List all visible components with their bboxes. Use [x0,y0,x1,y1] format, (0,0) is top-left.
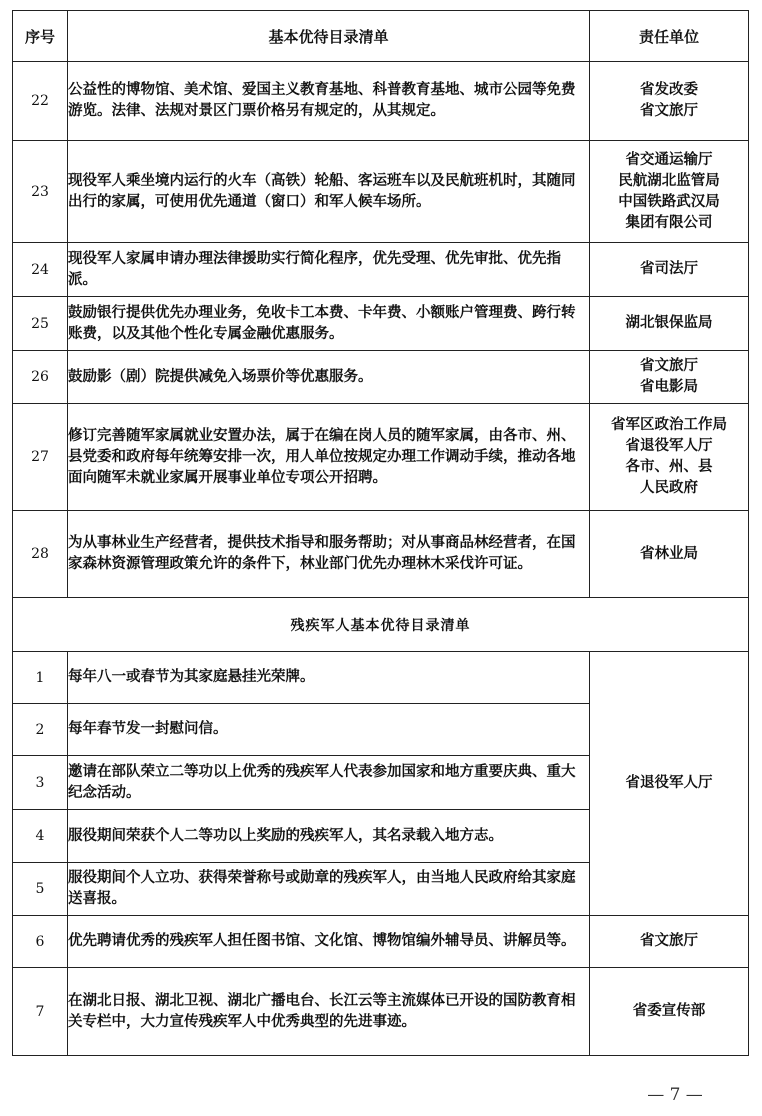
row-content: 鼓励影（剧）院提供减免入场票价等优惠服务。 [68,351,590,404]
row-content: 服役期间荣获个人二等功以上奖励的残疾军人，其名录载入地方志。 [68,810,590,863]
table-row [13,511,749,598]
table-header-row [13,11,749,62]
row-content: 优先聘请优秀的残疾军人担任图书馆、文化馆、博物馆编外辅导员、讲解员等。 [68,916,590,968]
row-content: 鼓励银行提供优先办理业务，免收卡工本费、卡年费、小额账户管理费、跨行转账费，以及其他个性化专属金融优惠服务。 [68,297,590,351]
row-unit [590,243,749,297]
table-row [13,297,749,351]
unit-line: 省司法厅 [640,261,698,277]
row-unit [590,141,749,243]
unit-line: 湖北银保监局 [625,315,713,331]
row-unit [590,297,749,351]
row-content: 每年春节发一封慰问信。 [68,704,590,756]
row-unit: 省委宣传部 [590,968,749,1056]
row-number: 3 [13,756,68,810]
row-content: 邀请在部队荣立二等功以上优秀的残疾军人代表参加国家和地方重要庆典、重大纪念活动。 [68,756,590,810]
table-row [13,404,749,511]
unit-line: 省电影局 [640,379,698,395]
row-number: 24 [13,243,68,297]
row-number: 28 [13,511,68,598]
row-number: 4 [13,810,68,863]
unit-line: 各市、州、县 [625,459,713,475]
row-number: 23 [13,141,68,243]
row-unit [590,62,749,141]
row-number: 25 [13,297,68,351]
group-unit: 省退役军人厅 [590,652,749,916]
unit-line: 集团有限公司 [625,214,713,231]
unit-line: 民航湖北监管局 [618,172,720,189]
row-content: 现役军人乘坐境内运行的火车（高铁）轮船、客运班车以及民航班机时，其随同出行的家属，可使用优先通道（窗口）和军人候车场所。 [68,141,590,243]
table-row [13,243,749,297]
row-content: 修订完善随军家属就业安置办法，属于在编在岗人员的随军家属，由各市、州、县党委和政府每年统筹安排一次，用人单位按规定办理工作调动手续，推动各地面向随军未就业家属开展事业单位专项公开招聘。 [68,404,590,511]
row-content: 为从事林业生产经营者，提供技术指导和服务帮助；对从事商品林经营者，在国家森林资源管理政策允许的条件下，林业部门优先办理林木采伐许可证。 [68,511,590,598]
row-number: 7 [13,968,68,1056]
unit-line: 省交通运输厅 [625,151,713,168]
page-number: — 7 — [647,1085,703,1105]
table-row [13,916,749,968]
row-number: 2 [13,704,68,756]
table-row [13,62,749,141]
row-unit [590,351,749,404]
row-number: 5 [13,863,68,916]
row-number: 22 [13,62,68,141]
row-number: 27 [13,404,68,511]
preferential-treatment-table [12,10,749,1056]
unit-line: 省林业局 [640,545,698,562]
row-content: 服役期间个人立功、获得荣誉称号或勋章的残疾军人，由当地人民政府给其家庭送喜报。 [68,863,590,916]
unit-line: 省文旅厅 [640,358,698,374]
row-unit [590,404,749,511]
table-row [13,968,749,1056]
unit-line: 中国铁路武汉局 [618,193,720,210]
table-row [13,141,749,243]
row-content: 公益性的博物馆、美术馆、爱国主义教育基地、科普教育基地、城市公园等免费游览。法律、法规对景区门票价格另有规定的，从其规定。 [68,62,590,141]
section-title-row [13,598,749,652]
table-row [13,351,749,404]
unit-line: 人民政府 [640,480,698,496]
unit-line: 省军区政治工作局 [611,417,727,433]
unit-line: 省文旅厅 [640,103,698,119]
section-title: 残疾军人基本优待目录清单 [13,598,749,652]
row-unit: 省文旅厅 [590,916,749,968]
unit-line: 省发改委 [640,82,698,98]
row-content: 现役军人家属申请办理法律援助实行简化程序，优先受理、优先审批、优先指派。 [68,243,590,297]
header-unit: 责任单位 [590,11,749,62]
row-content: 每年八一或春节为其家庭悬挂光荣牌。 [68,652,590,704]
row-number: 26 [13,351,68,404]
row-unit [590,511,749,598]
row-number: 6 [13,916,68,968]
header-number: 序号 [13,11,68,62]
table-row [13,652,749,704]
unit-line: 省退役军人厅 [625,438,713,454]
row-content: 在湖北日报、湖北卫视、湖北广播电台、长江云等主流媒体已开设的国防教育相关专栏中，大力宣传残疾军人中优秀典型的先进事迹。 [68,968,590,1056]
row-number: 1 [13,652,68,704]
header-content: 基本优待目录清单 [68,11,590,62]
